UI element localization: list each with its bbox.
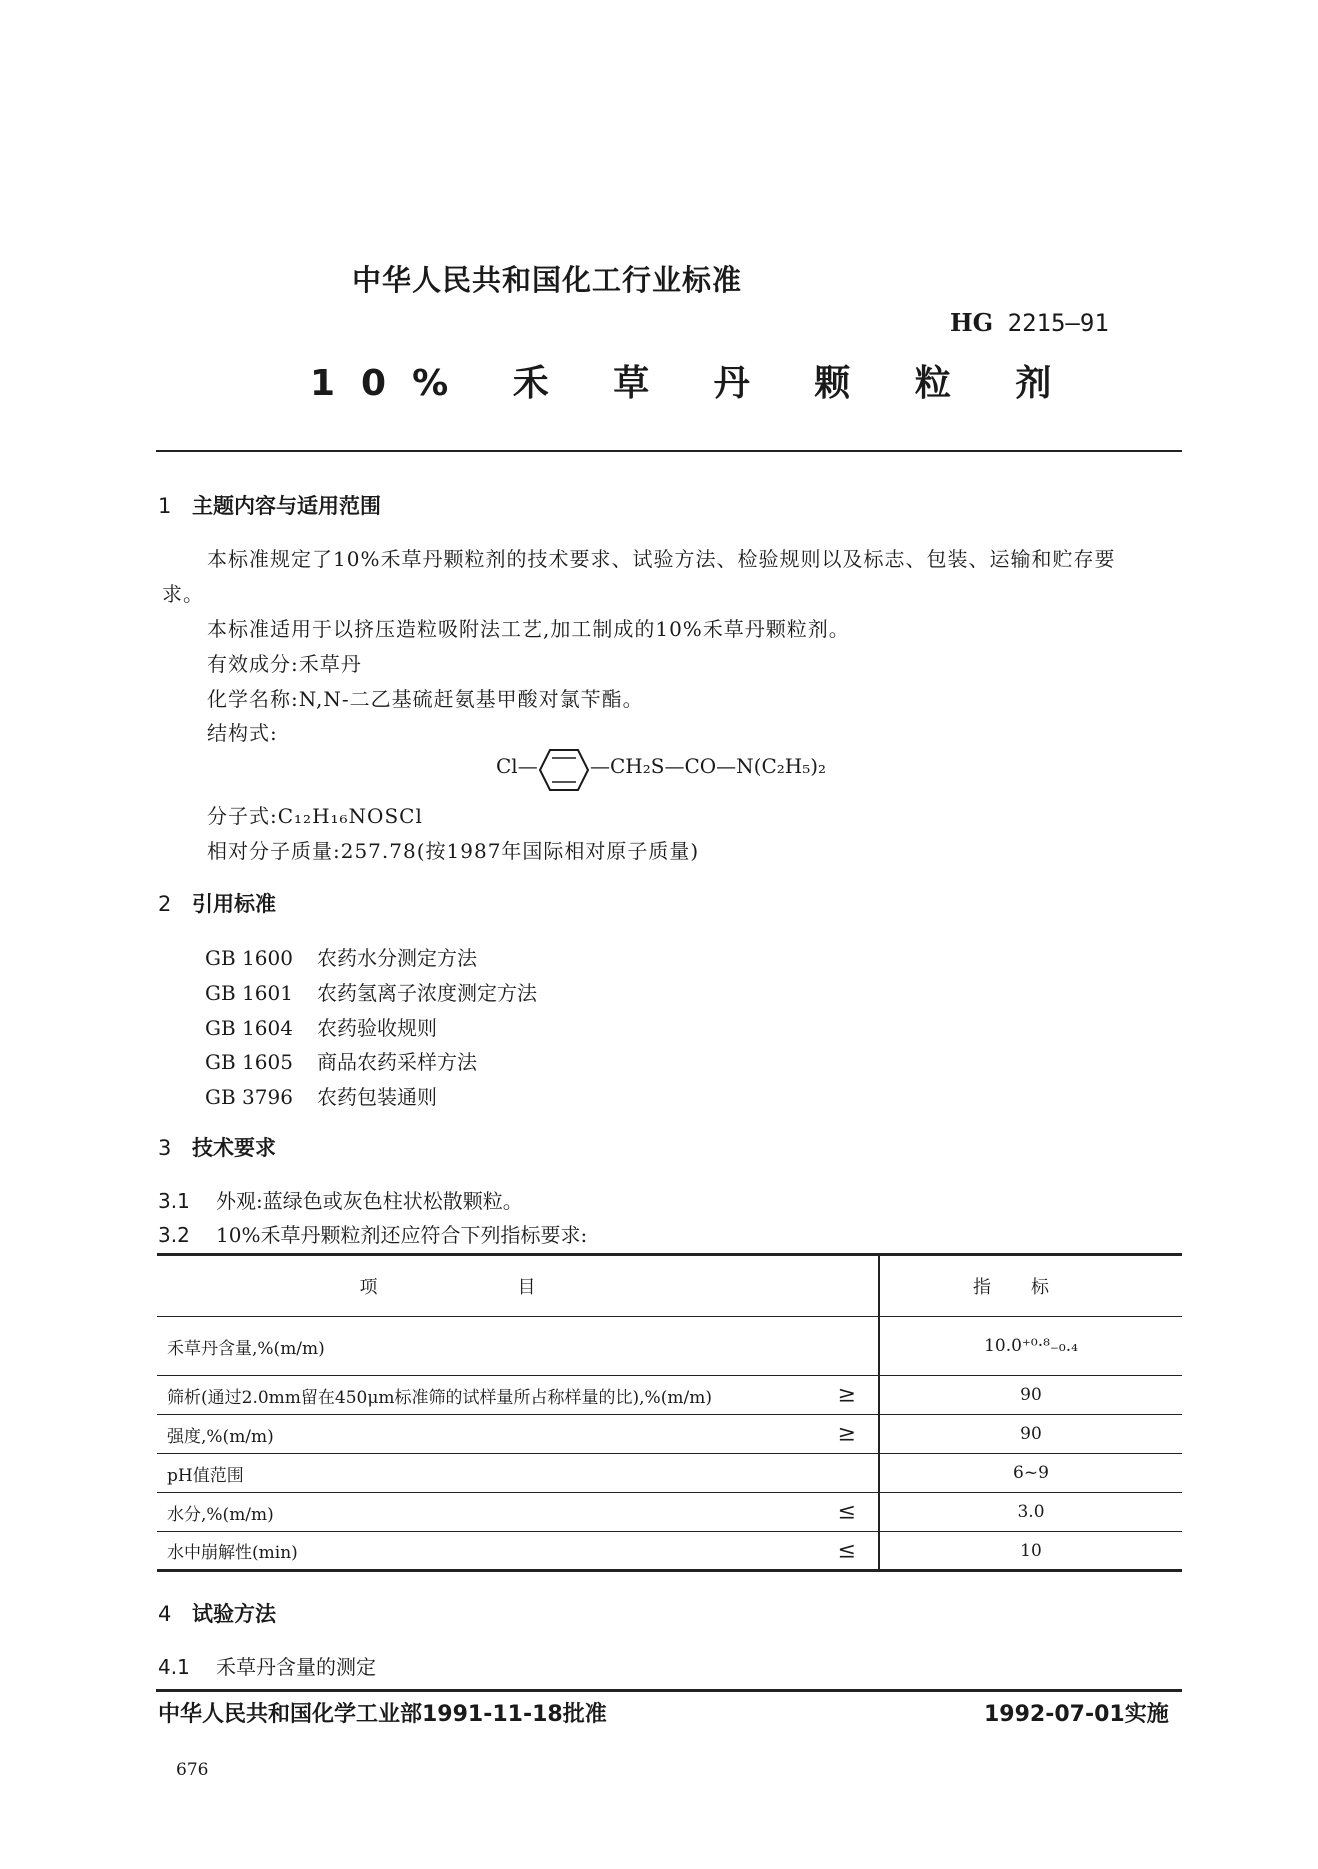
row-symbol: ≥ xyxy=(837,1421,856,1447)
spec-table xyxy=(157,1253,1182,1572)
reference-item xyxy=(205,942,477,971)
row-value: 6~9 xyxy=(879,1454,1182,1493)
reference-code: GB 1600 xyxy=(205,946,293,970)
table-row xyxy=(157,1376,1182,1415)
row-item xyxy=(157,1532,879,1571)
formula-left: Cl— xyxy=(496,754,538,778)
section-2-heading xyxy=(158,888,276,918)
table-row xyxy=(157,1415,1182,1454)
reference-name: 农药包装通则 xyxy=(317,1085,437,1109)
structure-label: 结构式: xyxy=(207,721,278,745)
row-value: 90 xyxy=(879,1376,1182,1415)
table-header-row xyxy=(157,1255,1182,1317)
standard-code-prefix: HG xyxy=(950,308,994,337)
section-1-title: 主题内容与适用范围 xyxy=(192,494,381,518)
reference-name: 农药水分测定方法 xyxy=(317,946,477,970)
molecular-mass: 相对分子质量:257.78(按1987年国际相对原子质量) xyxy=(207,839,700,863)
row-item-text: 强度,%(m/m) xyxy=(167,1426,274,1447)
formula-right: —CH₂S—CO—N(C₂H₅)₂ xyxy=(590,754,827,778)
section-4-heading xyxy=(158,1598,276,1628)
reference-item xyxy=(205,1012,437,1041)
row-item-text: 筛析(通过2.0mm留在450μm标准筛的试样量所占称样量的比),%(m/m) xyxy=(167,1387,712,1408)
paragraph-2: 本标准适用于以挤压造粒吸附法工艺,加工制成的10%禾草丹颗粒剂。 xyxy=(207,617,850,641)
standard-code-number: 2215—91 xyxy=(1007,309,1109,337)
row-symbol: ≤ xyxy=(837,1499,856,1525)
reference-item xyxy=(205,1081,437,1110)
section-2-number: 2 xyxy=(158,892,172,916)
row-value: 90 xyxy=(879,1415,1182,1454)
header-rule xyxy=(156,450,1182,452)
row-symbol: ≤ xyxy=(837,1538,856,1563)
subsection-number: 3.2 xyxy=(158,1223,190,1247)
row-item xyxy=(157,1317,879,1376)
row-item-text: pH值范围 xyxy=(167,1465,244,1486)
standard-org-heading: 中华人民共和国化工行业标准 xyxy=(352,263,743,297)
subsection-3-1 xyxy=(158,1185,523,1214)
subsection-number: 3.1 xyxy=(158,1189,190,1213)
footer-rule xyxy=(156,1689,1182,1692)
section-3-heading xyxy=(158,1132,276,1162)
subsection-text: 10%禾草丹颗粒剂还应符合下列指标要求: xyxy=(216,1223,588,1247)
table-row xyxy=(157,1317,1182,1376)
reference-code: GB 1601 xyxy=(205,981,293,1005)
row-item-text: 水分,%(m/m) xyxy=(167,1504,274,1525)
column-header-item: 项目 xyxy=(157,1255,879,1317)
reference-item xyxy=(205,977,537,1006)
paragraph-1-line-1: 本标准规定了10%禾草丹颗粒剂的技术要求、试验方法、检验规则以及标志、包装、运输和贮存要 xyxy=(207,547,1116,571)
section-1-heading xyxy=(158,490,381,520)
reference-item xyxy=(205,1046,477,1075)
row-value: 10.0⁺⁰·⁸₋₀.₄ xyxy=(879,1317,1182,1376)
section-4-title: 试验方法 xyxy=(192,1602,276,1626)
subsection-4-1 xyxy=(158,1651,376,1680)
row-value: 3.0 xyxy=(879,1493,1182,1532)
row-item xyxy=(157,1415,879,1454)
row-symbol: ≥ xyxy=(837,1382,856,1408)
row-item xyxy=(157,1376,879,1415)
page-number: 676 xyxy=(176,1760,209,1780)
row-item-text: 水中崩解性(min) xyxy=(167,1543,298,1563)
subsection-text: 禾草丹含量的测定 xyxy=(216,1655,376,1679)
section-3-title: 技术要求 xyxy=(192,1136,276,1160)
active-ingredient: 有效成分:禾草丹 xyxy=(207,652,362,676)
table-row xyxy=(157,1532,1182,1571)
subsection-3-2 xyxy=(158,1219,587,1248)
row-item-text: 禾草丹含量,%(m/m) xyxy=(167,1338,325,1359)
subsection-text: 外观:蓝绿色或灰色柱状松散颗粒。 xyxy=(216,1189,523,1213)
subsection-number: 4.1 xyxy=(158,1655,190,1679)
reference-name: 商品农药采样方法 xyxy=(317,1050,477,1074)
paragraph-1-line-2: 求。 xyxy=(162,582,204,606)
row-value: 10 xyxy=(879,1532,1182,1571)
document-title: 10% 禾 草 丹 颗 粒 剂 xyxy=(310,363,1078,404)
section-4-number: 4 xyxy=(158,1602,172,1626)
row-item xyxy=(157,1454,879,1493)
effective-date: 1992-07-01实施 xyxy=(984,1702,1169,1727)
benzene-ring-icon xyxy=(538,748,590,792)
approval-line: 中华人民共和国化学工业部1991-11-18批准 xyxy=(158,1702,607,1727)
chemical-name: 化学名称:N,N-二乙基硫赶氨基甲酸对氯苄酯。 xyxy=(207,687,644,711)
reference-code: GB 1605 xyxy=(205,1050,293,1074)
reference-name: 农药验收规则 xyxy=(317,1016,437,1040)
molecular-formula: 分子式:C₁₂H₁₆NOSCl xyxy=(207,804,423,828)
reference-code: GB 3796 xyxy=(205,1085,293,1109)
table-row xyxy=(157,1493,1182,1532)
reference-name: 农药氢离子浓度测定方法 xyxy=(317,981,537,1005)
section-2-title: 引用标准 xyxy=(192,892,276,916)
column-header-value: 指标 xyxy=(879,1255,1182,1317)
reference-code: GB 1604 xyxy=(205,1016,293,1040)
standard-code xyxy=(950,308,1109,337)
section-1-number: 1 xyxy=(158,494,172,518)
section-3-number: 3 xyxy=(158,1136,172,1160)
table-row xyxy=(157,1454,1182,1493)
row-item xyxy=(157,1493,879,1532)
